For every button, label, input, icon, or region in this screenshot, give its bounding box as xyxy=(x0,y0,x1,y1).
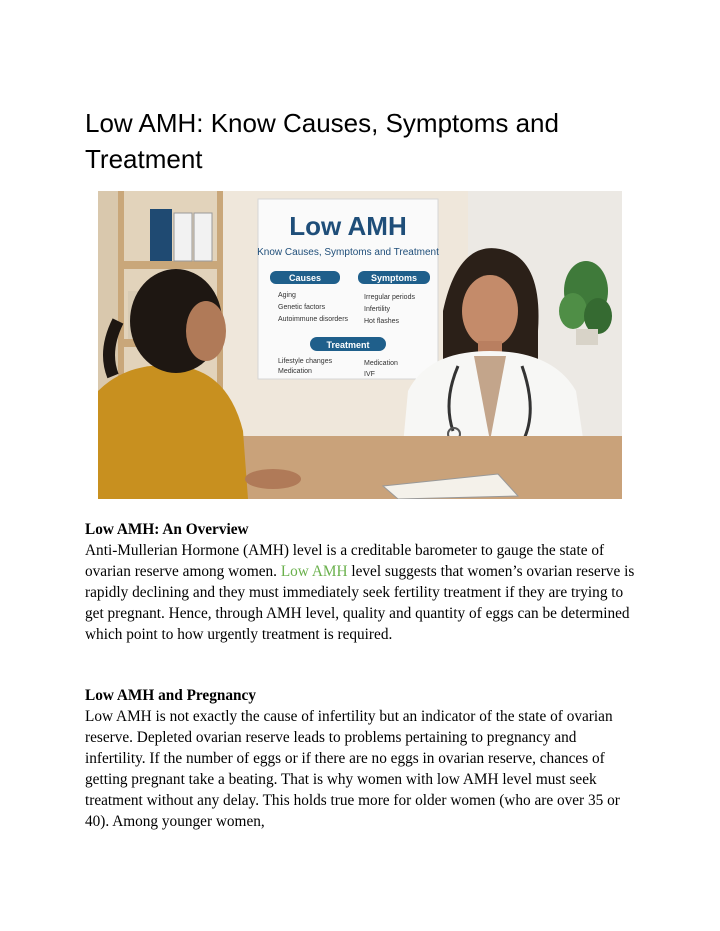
page-title: Low AMH: Know Causes, Symptoms and Treatment xyxy=(85,108,559,174)
poster-treatment-item: Lifestyle changes xyxy=(278,358,333,365)
pregnancy-paragraph: Low AMH is not exactly the cause of infertility but an indicator of the state of ovarian reserve. Depleted ovarian reserve leads to problems pertaining to pregnancy and infertility. If the number of eggs or if there are no eggs in ovarian reserve, chances of getting pregnant take a beating. That is why women with low AMH level must seek treatment without any delay. This holds true more for older women (who are over 35 or 40). Among younger women, xyxy=(85,708,620,830)
overview-section xyxy=(85,519,640,645)
pregnancy-section xyxy=(85,685,640,832)
poster-symptom-item: Infertility xyxy=(364,306,391,313)
low-amh-link[interactable]: Low AMH xyxy=(280,563,348,580)
overview-heading: Low AMH: An Overview xyxy=(85,521,249,538)
clinic-illustration xyxy=(98,191,622,499)
poster-cause-item: Autoimmune disorders xyxy=(278,316,349,323)
poster-symptom-item: Hot flashes xyxy=(364,318,400,325)
poster-subheading: Know Causes, Symptoms and Treatment xyxy=(257,247,439,258)
poster-cause-item: Genetic factors xyxy=(278,304,326,311)
hero-image xyxy=(98,191,622,499)
poster-treatment-item: Medication xyxy=(364,360,398,367)
poster-treatment-label: Treatment xyxy=(326,340,370,350)
overview-paragraph xyxy=(85,540,640,645)
poster-cause-item: Aging xyxy=(278,292,296,299)
poster-treatment-item: IVF xyxy=(364,371,375,378)
overview-text-end: level suggests that women’s ovarian reserve is rapidly declining and they must immediately seek fertility treatment if they are trying to get pregnant. Hence, through AMH level, quality and quantity of eggs can be determined which point to how urgently treatment is required. xyxy=(85,563,635,643)
poster-causes-label: Causes xyxy=(288,273,322,283)
poster-symptom-item: Irregular periods xyxy=(364,294,415,301)
poster xyxy=(257,199,439,379)
pregnancy-heading: Low AMH and Pregnancy xyxy=(85,687,256,704)
poster-symptoms-label: Symptoms xyxy=(370,273,418,283)
overview-text-start: Anti-Mullerian Hormone (AMH) level is a creditable barometer to gauge the state of ovarian reserve among women. xyxy=(85,542,605,580)
poster-treatment-item: Medication xyxy=(278,368,312,375)
poster-heading: Low AMH xyxy=(289,211,407,241)
